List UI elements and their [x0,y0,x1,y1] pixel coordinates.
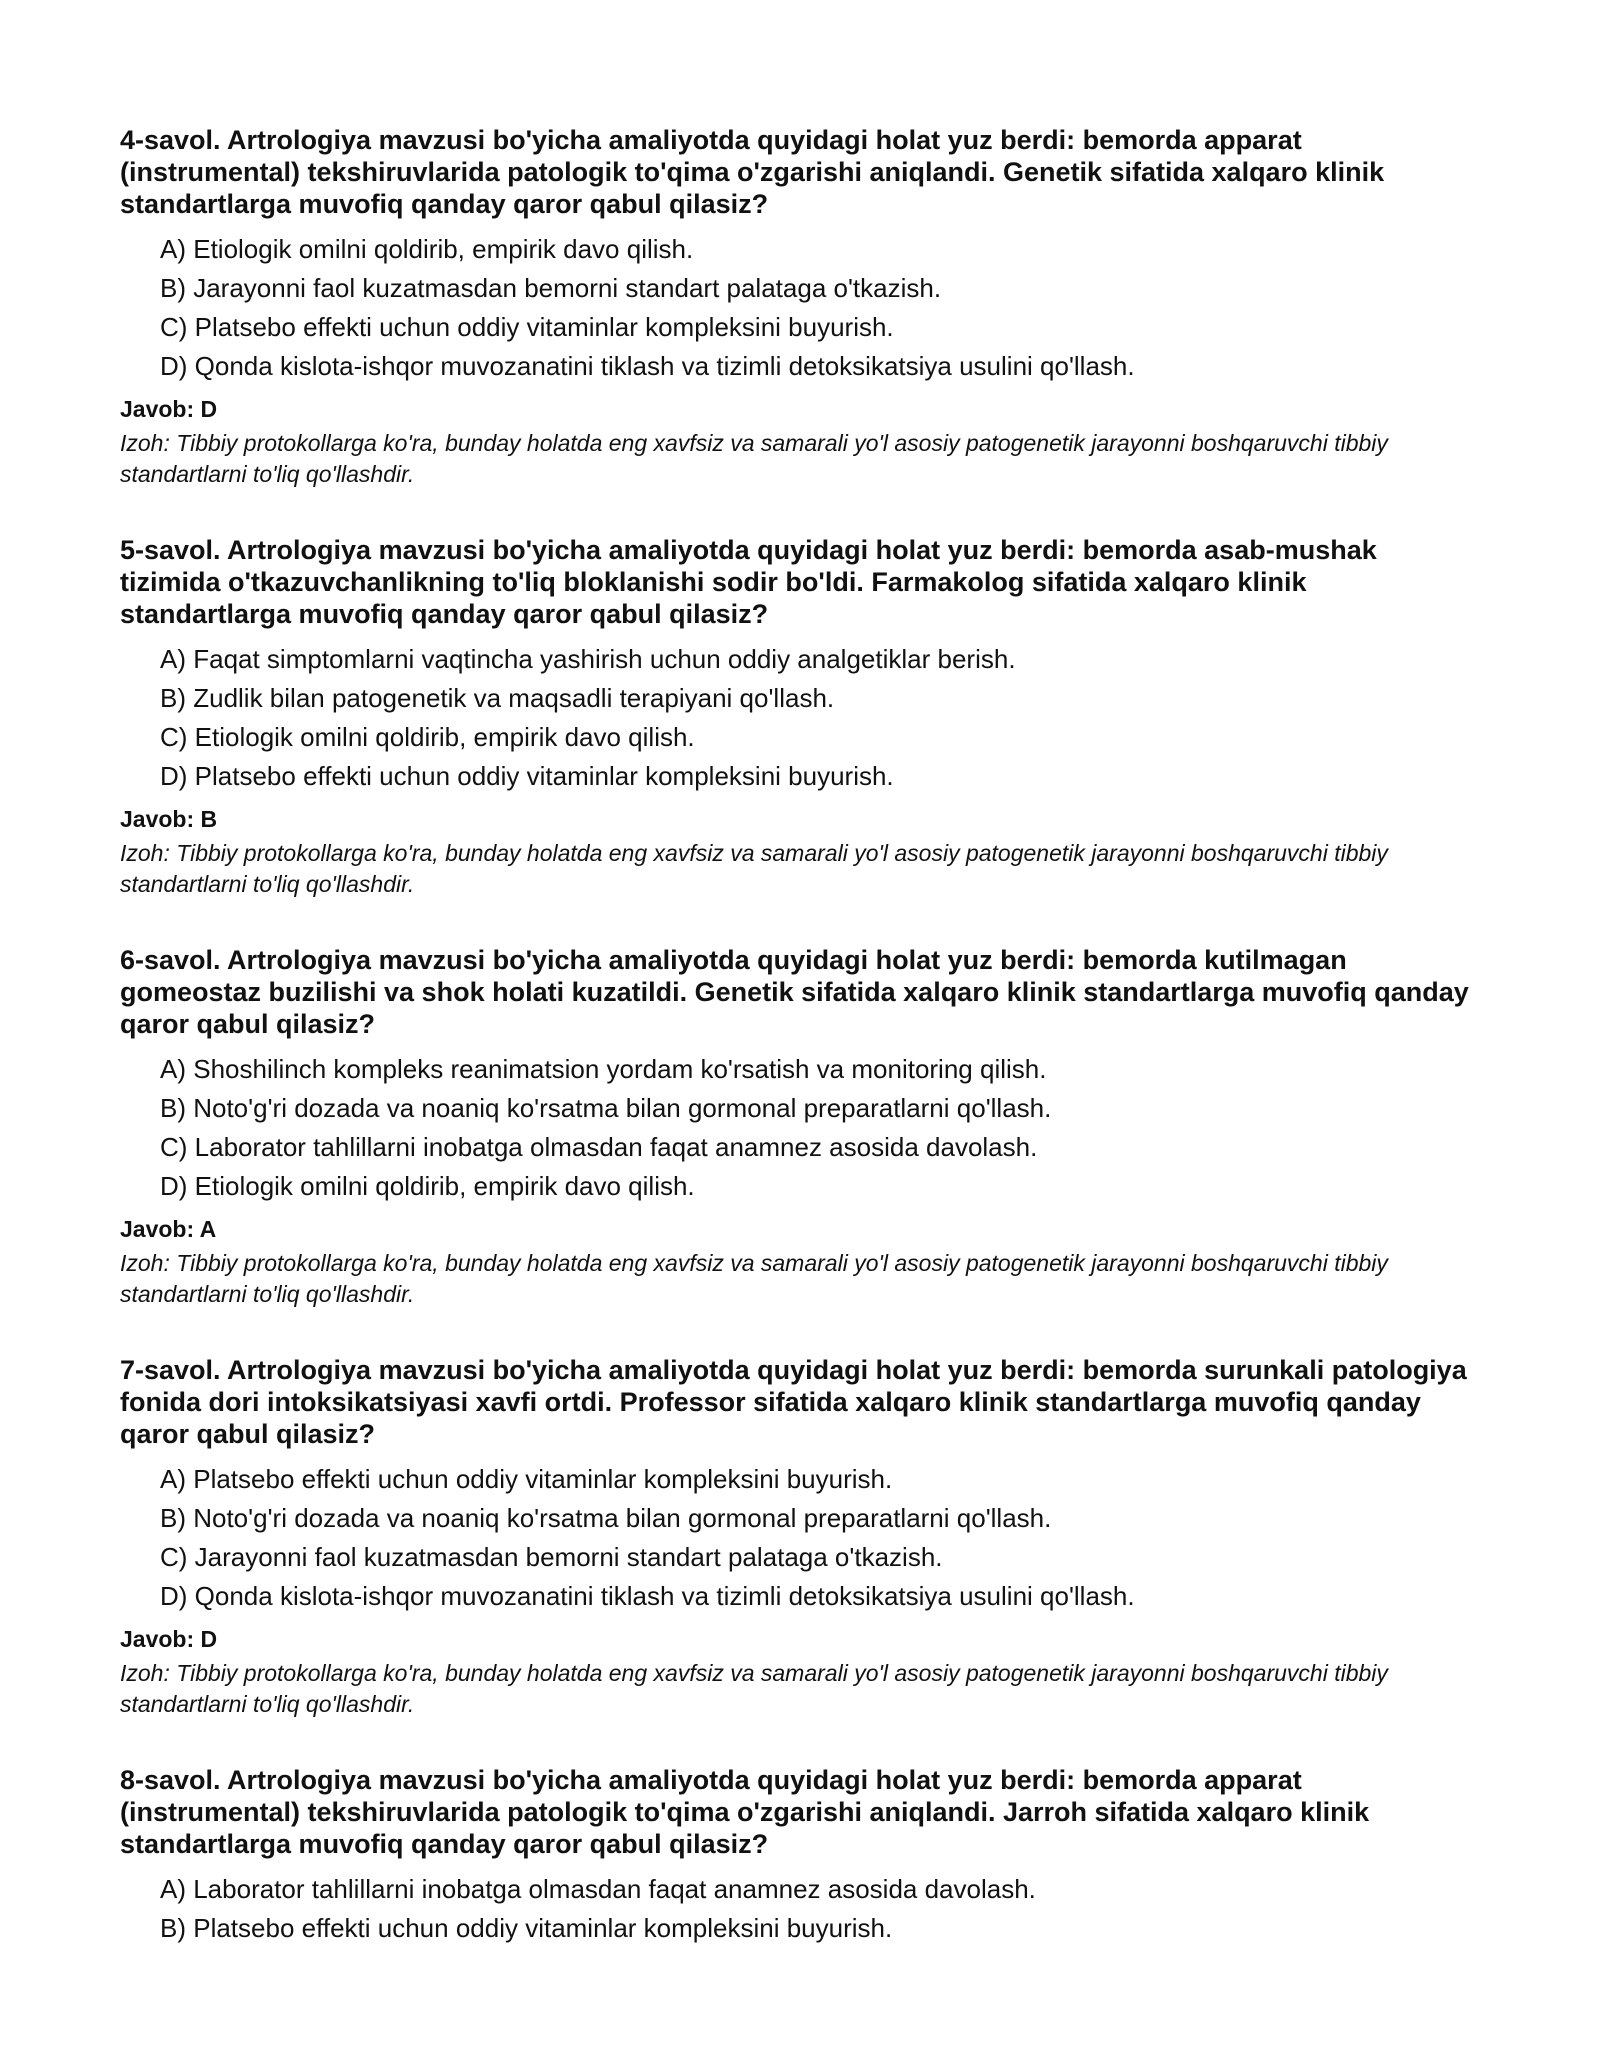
options-list [120,230,1480,386]
option-a: A) Faqat simptomlarni vaqtincha yashirish uchun oddiy analgetiklar berish. [160,644,1016,674]
explanation-text: Izoh: Tibbiy protokollarga ko'ra, bunday holatda eng xavfsiz va samarali yo'l asosiy patogenetik jarayonni boshqaruvchi tibbiy standartlarni to'liq qo'llashdir. [120,840,1388,897]
question-block-7 [120,1354,1480,1720]
question-block-5 [120,534,1480,900]
option-a: A) Shoshilinch kompleks reanimatsion yordam ko'rsatish va monitoring qilish. [160,1054,1047,1084]
option-a: A) Etiologik omilni qoldirib, empirik davo qilish. [160,234,694,264]
option-c: C) Jarayonni faol kuzatmasdan bemorni standart palataga o'tkazish. [160,1542,943,1572]
option-b: B) Zudlik bilan patogenetik va maqsadli terapiyani qo'llash. [160,683,835,713]
answer-label: Javob: D [120,396,218,422]
question-text: 5-savol. Artrologiya mavzusi bo'yicha amaliyotda quyidagi holat yuz berdi: bemorda asab-mushak tizimida o'tkazuvchanlikning to'liq bloklanishi sodir bo'ldi. Farmakolog sifatida xalqaro klinik standartlarga muvofiq qanday qaror qabul qilasiz? [120,535,1377,629]
option-c: C) Platsebo effekti uchun oddiy vitaminlar kompleksini buyurish. [160,312,894,342]
question-text: 8-savol. Artrologiya mavzusi bo'yicha amaliyotda quyidagi holat yuz berdi: bemorda apparat (instrumental) tekshiruvlarida patologik to'qima o'zgarishi aniqlandi. Jarroh sifatida xalqaro klinik standartlarga muvofiq qanday qaror qabul qilasiz? [120,1765,1370,1859]
option-d: D) Etiologik omilni qoldirib, empirik davo qilish. [160,1171,695,1201]
option-b: B) Noto'g'ri dozada va noaniq ko'rsatma bilan gormonal preparatlarni qo'llash. [160,1503,1052,1533]
options-list [120,640,1480,796]
option-d: D) Qonda kislota-ishqor muvozanatini tiklash va tizimli detoksikatsiya usulini qo'llash. [160,1581,1135,1611]
explanation-text: Izoh: Tibbiy protokollarga ko'ra, bunday holatda eng xavfsiz va samarali yo'l asosiy patogenetik jarayonni boshqaruvchi tibbiy standartlarni to'liq qo'llashdir. [120,430,1388,487]
options-list [120,1870,1480,1948]
answer-label: Javob: D [120,1626,218,1652]
option-b: B) Noto'g'ri dozada va noaniq ko'rsatma bilan gormonal preparatlarni qo'llash. [160,1093,1052,1123]
question-block-6 [120,944,1480,1310]
options-list [120,1050,1480,1206]
question-text: 6-savol. Artrologiya mavzusi bo'yicha amaliyotda quyidagi holat yuz berdi: bemorda kutilmagan gomeostaz buzilishi va shok holati kuzatildi. Genetik sifatida xalqaro klinik standartlarga muvofiq qanday qaror qabul qilasiz? [120,945,1469,1039]
option-b: B) Platsebo effekti uchun oddiy vitaminlar kompleksini buyurish. [160,1913,893,1943]
option-c: C) Laborator tahlillarni inobatga olmasdan faqat anamnez asosida davolash. [160,1132,1038,1162]
option-d: D) Qonda kislota-ishqor muvozanatini tiklash va tizimli detoksikatsiya usulini qo'llash. [160,351,1135,381]
question-text: 4-savol. Artrologiya mavzusi bo'yicha amaliyotda quyidagi holat yuz berdi: bemorda apparat (instrumental) tekshiruvlarida patologik to'qima o'zgarishi aniqlandi. Genetik sifatida xalqaro klinik standartlarga muvofiq qanday qaror qabul qilasiz? [120,125,1385,219]
options-list [120,1460,1480,1616]
option-b: B) Jarayonni faol kuzatmasdan bemorni standart palataga o'tkazish. [160,273,942,303]
option-c: C) Etiologik omilni qoldirib, empirik davo qilish. [160,722,695,752]
answer-label: Javob: A [120,1216,217,1242]
question-block-8 [120,1764,1480,1948]
option-a: A) Laborator tahlillarni inobatga olmasdan faqat anamnez asosida davolash. [160,1874,1036,1904]
explanation-text: Izoh: Tibbiy protokollarga ko'ra, bunday holatda eng xavfsiz va samarali yo'l asosiy patogenetik jarayonni boshqaruvchi tibbiy standartlarni to'liq qo'llashdir. [120,1660,1388,1717]
option-a: A) Platsebo effekti uchun oddiy vitaminlar kompleksini buyurish. [160,1464,893,1494]
question-text: 7-savol. Artrologiya mavzusi bo'yicha amaliyotda quyidagi holat yuz berdi: bemorda surunkali patologiya fonida dori intoksikatsiyasi xavfi ortdi. Professor sifatida xalqaro klinik standartlarga muvofiq qanday qaror qabul qilasiz? [120,1355,1467,1449]
option-d: D) Platsebo effekti uchun oddiy vitaminlar kompleksini buyurish. [160,761,894,791]
answer-label: Javob: B [120,806,218,832]
question-block-4 [120,124,1480,490]
explanation-text: Izoh: Tibbiy protokollarga ko'ra, bunday holatda eng xavfsiz va samarali yo'l asosiy patogenetik jarayonni boshqaruvchi tibbiy standartlarni to'liq qo'llashdir. [120,1250,1388,1307]
